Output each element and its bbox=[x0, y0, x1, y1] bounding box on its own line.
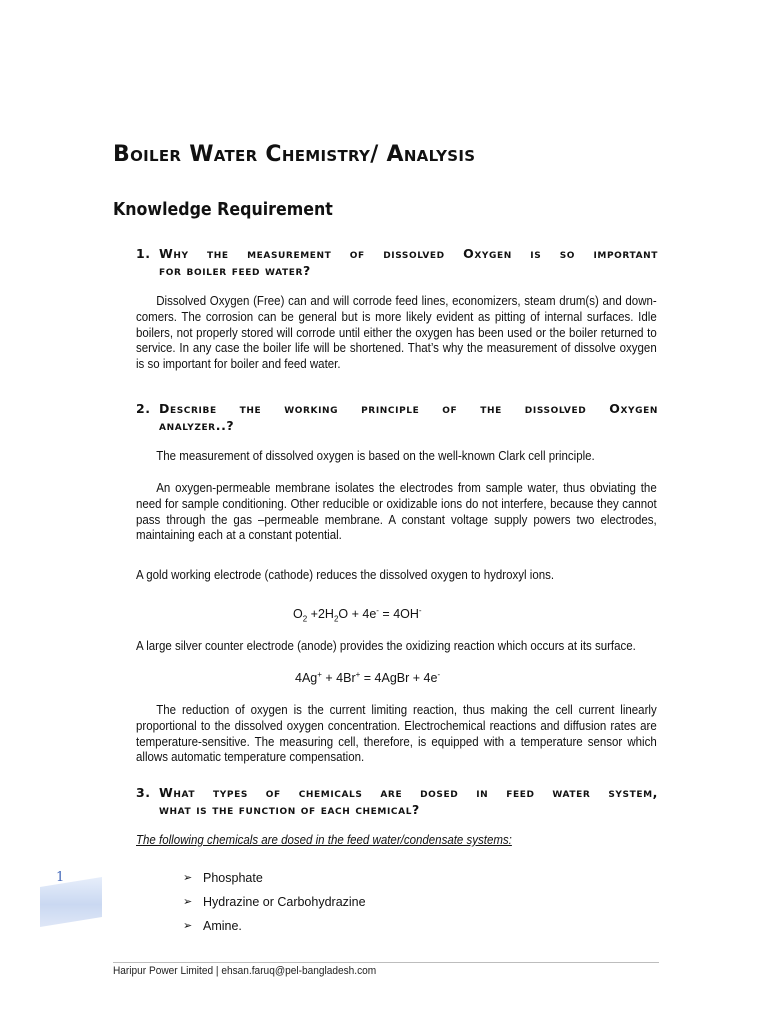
question-2 bbox=[136, 400, 658, 434]
footer-divider bbox=[113, 962, 659, 963]
question-1 bbox=[136, 245, 658, 279]
question-text-line1: Describe the working principle of the dissolved Oxygen bbox=[159, 401, 658, 416]
question-number: 2. bbox=[136, 401, 151, 416]
question-3 bbox=[136, 784, 658, 818]
chemical-list bbox=[183, 866, 366, 938]
question-text-line1: What types of chemicals are dosed in feed water system, bbox=[159, 785, 658, 800]
arrow-bullet-icon: ➢ bbox=[183, 896, 193, 908]
arrow-bullet-icon: ➢ bbox=[183, 872, 193, 884]
page-number: 1 bbox=[56, 870, 65, 885]
question-text-line2: what is the function of each chemical? bbox=[159, 802, 420, 817]
q3-intro-text: The following chemicals are dosed in the feed water/condensate systems: bbox=[136, 833, 512, 847]
q2-paragraph-1: The measurement of dissolved oxygen is based on the well-known Clark cell principle. bbox=[156, 449, 595, 463]
section-heading: Knowledge Requirement bbox=[113, 199, 333, 220]
question-text-line1: Why the measurement of dissolved Oxygen is so important bbox=[159, 246, 658, 261]
page-tab-decoration bbox=[40, 877, 102, 927]
list-item: ➢ Hydrazine or Carbohydrazine bbox=[183, 890, 366, 914]
question-number: 3. bbox=[136, 785, 151, 800]
equation-1: $O_2 +2H_2O + 4e^- = 4OH^-$ bbox=[293, 606, 422, 624]
question-text-line2: for boiler feed water? bbox=[159, 263, 311, 278]
footer-text: Haripur Power Limited | ehsan.faruq@pel-bangladesh.com bbox=[113, 965, 377, 977]
list-item: ➢ Phosphate bbox=[183, 866, 366, 890]
q2-paragraph-5: The reduction of oxygen is the current limiting reaction, thus making the cell current linearly proportional to the dissolved oxygen concentration. Electrochemical reactions and diffusion rates are temperature-sensitive. The measuring cell, therefore, is equipped with a temperature sensor which allows automatic temperature compensation. bbox=[136, 703, 657, 765]
list-item: ➢ Amine. bbox=[183, 914, 366, 938]
q2-paragraph-2: An oxygen-permeable membrane isolates the electrodes from sample water, thus obviating the need for sample conditioning. Other reducible or oxidizable ions do not interfere, because they cannot pass through the gas –permeable membrane. A constant voltage supply powers two electrodes, maintaining each at a constant potential. bbox=[136, 481, 657, 543]
q1-answer-paragraph: Dissolved Oxygen (Free) can and will corrode feed lines, economizers, steam drum(s) and down-comers. The corrosion can be general but is more likely evident as pitting of internal surfaces. Idle boilers, not properly stored will corrode until either the oxygen has been used or the boiler returned to service. In any case the boiler life will be shortened. That’s why the measurement of dissolve oxygen is so important for boiler and feed water. bbox=[136, 294, 657, 372]
arrow-bullet-icon: ➢ bbox=[183, 920, 193, 932]
q2-paragraph-3: A gold working electrode (cathode) reduces the dissolved oxygen to hydroxyl ions. bbox=[136, 568, 555, 582]
question-text-line2: analyzer..? bbox=[159, 418, 235, 433]
question-number: 1. bbox=[136, 246, 151, 261]
equation-2: 4Ag+ + 4Br+ = 4AgBr + 4e- bbox=[295, 670, 441, 686]
document-title: Boiler Water Chemistry/ Analysis bbox=[113, 142, 476, 167]
q2-paragraph-4: A large silver counter electrode (anode) provides the oxidizing reaction which occurs at its surface. bbox=[136, 639, 636, 653]
